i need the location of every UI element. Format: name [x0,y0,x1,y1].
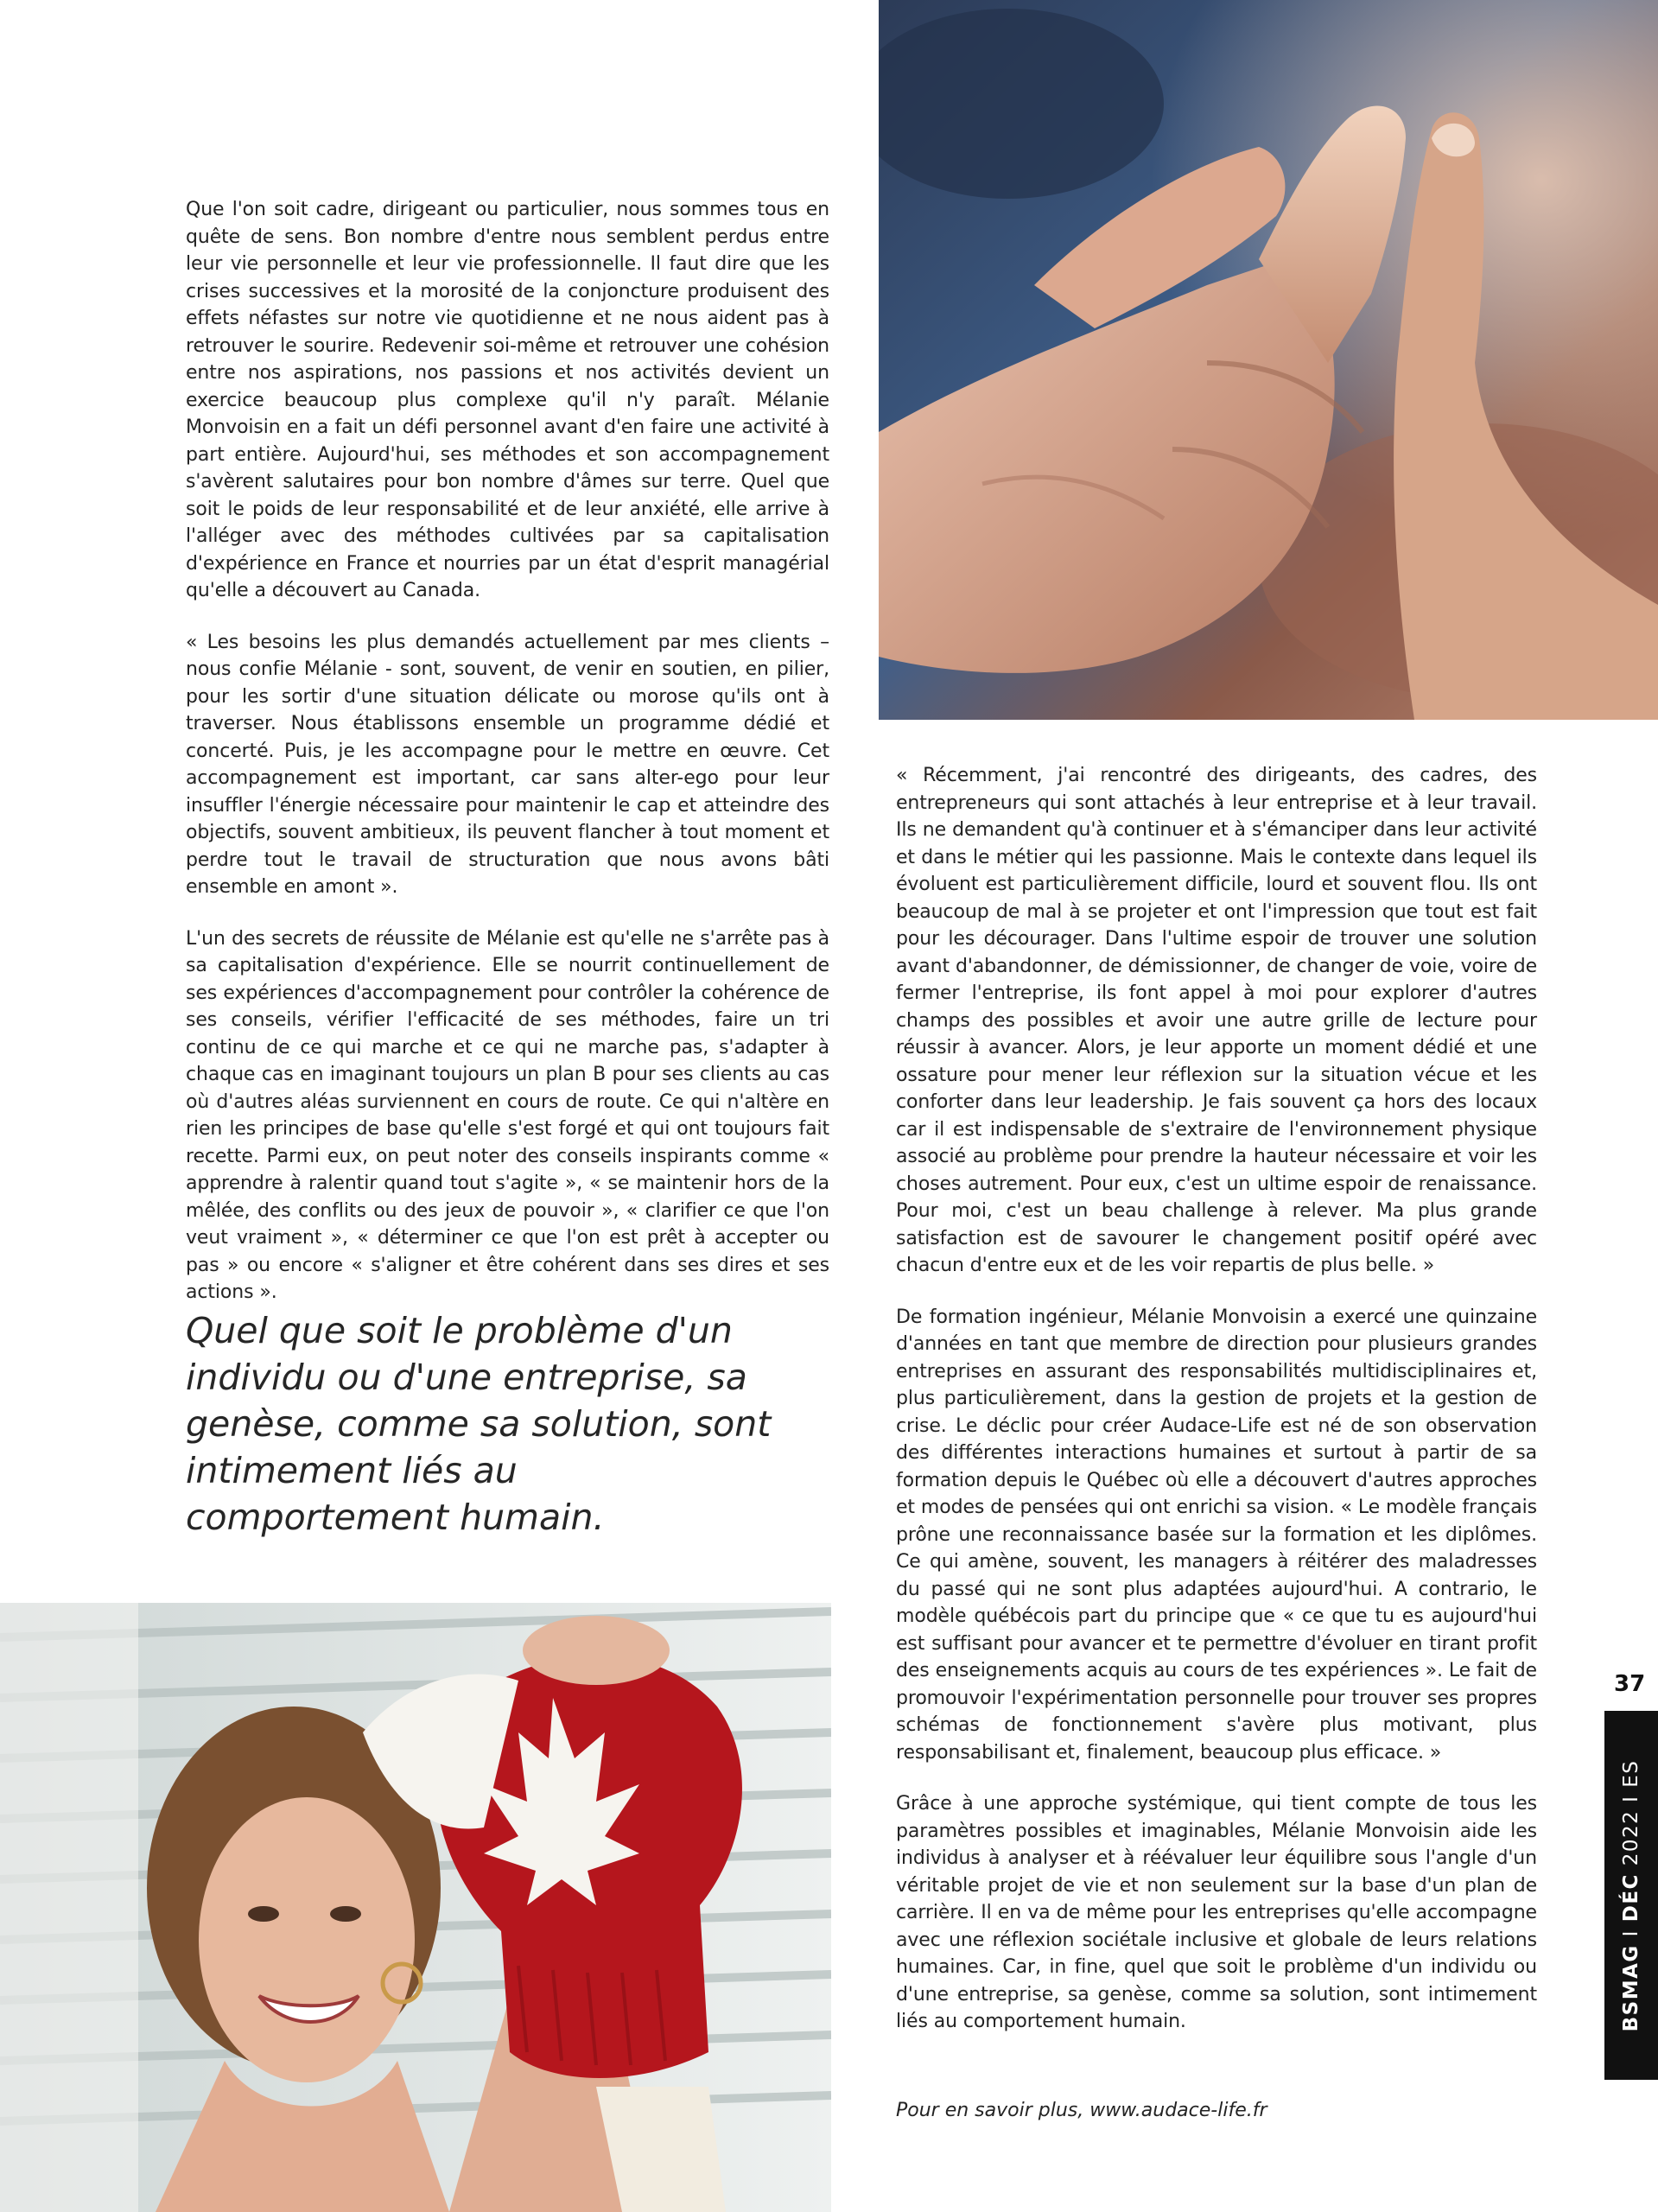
article-right-column [896,762,1537,2060]
article-paragraph: « Les besoins les plus demandés actuellement par mes clients – nous confie Mélanie - sont, souvent, de venir en soutien, en pilier, pour les sortir d'une situation délicate ou morose qu'ils ont à traverser. Nous établissons ensemble un programme dédié et concerté. Puis, je les accompagne pour le mettre en œuvre. Cet accompagnement est important, car sans alter-ego pour leur insuffler l'énergie nécessaire pour maintenir le cap et atteindre des objectifs, souvent ambitieux, ils peuvent flancher à tout moment et perdre tout le travail de structuration que nous avons bâti ensemble en amont ». [186,631,829,898]
separator: I [1620,1929,1642,1936]
magazine-issue-tab [1604,1711,1658,2080]
article-paragraph: De formation ingénieur, Mélanie Monvoisin a exercé une quinzaine d'années en tant que membre de direction pour plusieurs grandes entreprises en assurant des responsabilités multidisciplinaires et, plus particulièrement, dans la gestion de projets et la gestion de crise. Le déclic pour créer Audace-Life est né de son observation des différentes interactions humaines et surtout à partir de sa formation depuis le Québec où elle a découvert d'autres approches et modes de pensées qui ont enrichi sa vision. « Le modèle français prône une reconnaissance basée sur la formation et les diplômes. Ce qui amène, souvent, les managers à réitérer des maladresses du passé qui ne sont plus adaptées aujourd'hui. A contrario, le modèle québécois part du principe que « ce que tu es aujourd'hui est suffisant pour avancer et te permettre d'évoluer en tirant profit des enseignements acquis au cours de tes expériences ». Le fait de promouvoir l'expérimentation personnelle pour trouver ses propres schémas de fonctionnement s'avère plus motivant, plus responsabilisant et, finalement, beaucoup plus efficace. » [896,1306,1537,1764]
article-paragraph: L'un des secrets de réussite de Mélanie est qu'elle ne s'arrête pas à sa capitalisation d'expérience. Elle se nourrit continuellement de ses expériences d'accompagnement pour contrôler la cohérence de ses conseils, vérifier l'efficacité de ses méthodes, faire un tri continu de ce qui marche et ce qui ne marche pas, s'adapter à chaque cas en imaginant toujours un plan B pour ses clients au cas où d'autres aléas surviennent en cours de route. Ce qui n'altère en rien les principes de base qu'elle s'est forgé et qui ont toujours fait recette. Parmi eux, on peut noter des conseils inspirants comme « apprendre à ralentir quand tout s'agite », « se maintenir hors de la mêlée, des conflits ou des jeux de pouvoir », « clarifier ce que l'on veut vraiment », « déterminer ce que l'on est prêt à accepter ou pas » ou encore « s'aligner et être cohérent dans ses dires et ses actions ». [186,927,829,1303]
pull-quote: Quel que soit le problème d'un individu ou d'une entreprise, sa genèse, comme sa solution, sont intimement liés au comportement humain. [186,1310,772,1538]
magazine-issue-label [1620,1759,1642,2031]
portrait-canada-mittens-photo [0,1603,831,2212]
magazine-name: BSMAG [1620,1943,1642,2031]
article-paragraph: « Récemment, j'ai rencontré des dirigeants, des cadres, des entrepreneurs qui sont attachés à leur entreprise et à leur travail. Ils ne demandent qu'à continuer et à s'émanciper dans leur activité et dans le métier qui les passionne. Mais le contexte dans lequel ils évoluent est particulièrement difficile, lourd et souvent flou. Ils ont beaucoup de mal à se projeter et ont l'impression que tout est fait pour les décourager. Dans l'ultime espoir de trouver une solution avant d'abandonner, de démissionner, de changer de voie, voire de fermer l'entreprise, ils font appel à moi pour explorer d'autres champs des possibles et avoir une autre grille de lecture pour réussir à avancer. Alors, je leur apporte un moment dédié et une ossature pour mener leur réflexion sur la situation vécue et les conforter dans leur leadership. Je fais souvent ça hors des locaux car il est indispensable de s'extraire de l'environnement physique associé au problème pour prendre la hauteur nécessaire et voir les choses autrement. Pour eux, c'est un ultime espoir de renaissance. Pour moi, c'est un beau challenge à relever. Ma plus grande satisfaction est de savourer le changement positif opéré avec chacun d'entre eux et de les voir repartis de plus belle. » [896,765,1537,1276]
page-number: 37 [1614,1671,1646,1697]
issue-year: 2022 [1620,1809,1642,1866]
article-paragraph: Grâce à une approche systémique, qui tient compte de tous les paramètres possibles et imaginables, Mélanie Monvoisin aide les individus à analyser et à réévaluer leur équilibre sous l'angle d'un véritable projet de vie et non seulement sur la base d'un plan de carrière. Il en va de même pour les entreprises qu'elle accompagne avec une réflexion sociétale inclusive et globale de leurs relations humaines. Car, in fine, quel que soit le problème d'un individu ou d'une entreprise, sa genèse, comme sa solution, sont intimement liés au comportement humain. [896,1793,1537,2032]
website-contact-line: Pour en savoir plus, www.audace-life.fr [896,2100,1267,2121]
hands-thumb-photo [879,0,1658,720]
article-paragraph: Que l'on soit cadre, dirigeant ou particulier, nous sommes tous en quête de sens. Bon nombre d'entre nous semblent perdus entre leur vie personnelle et leur vie professionnelle. Il faut dire que les crises successives et la morosité de la conjoncture produisent des effets néfastes sur notre vie quotidienne et ne nous aident pas à retrouver le sourire. Redevenir soi-même et retrouver une cohésion entre nos aspirations, nos passions et nos activités devient un exercice beaucoup plus complexe qu'il n'y paraît. Mélanie Monvoisin en a fait un défi personnel avant d'en faire une activité à part entière. Aujourd'hui, ses méthodes et son accompagnement s'avèrent salutaires pour bon nombre d'âmes sur terre. Quel que soit le poids de leur responsabilité et de leur anxiété, elle arrive à l'alléger avec des méthodes cultivées par sa capitalisation d'expérience en France et nourries par un état d'esprit managérial qu'elle a découvert au Canada. [186,199,829,601]
separator: I [1620,1795,1642,1802]
article-left-column [186,196,829,1331]
edition-code: ES [1620,1759,1642,1788]
issue-month: DÉC [1620,1872,1642,1922]
